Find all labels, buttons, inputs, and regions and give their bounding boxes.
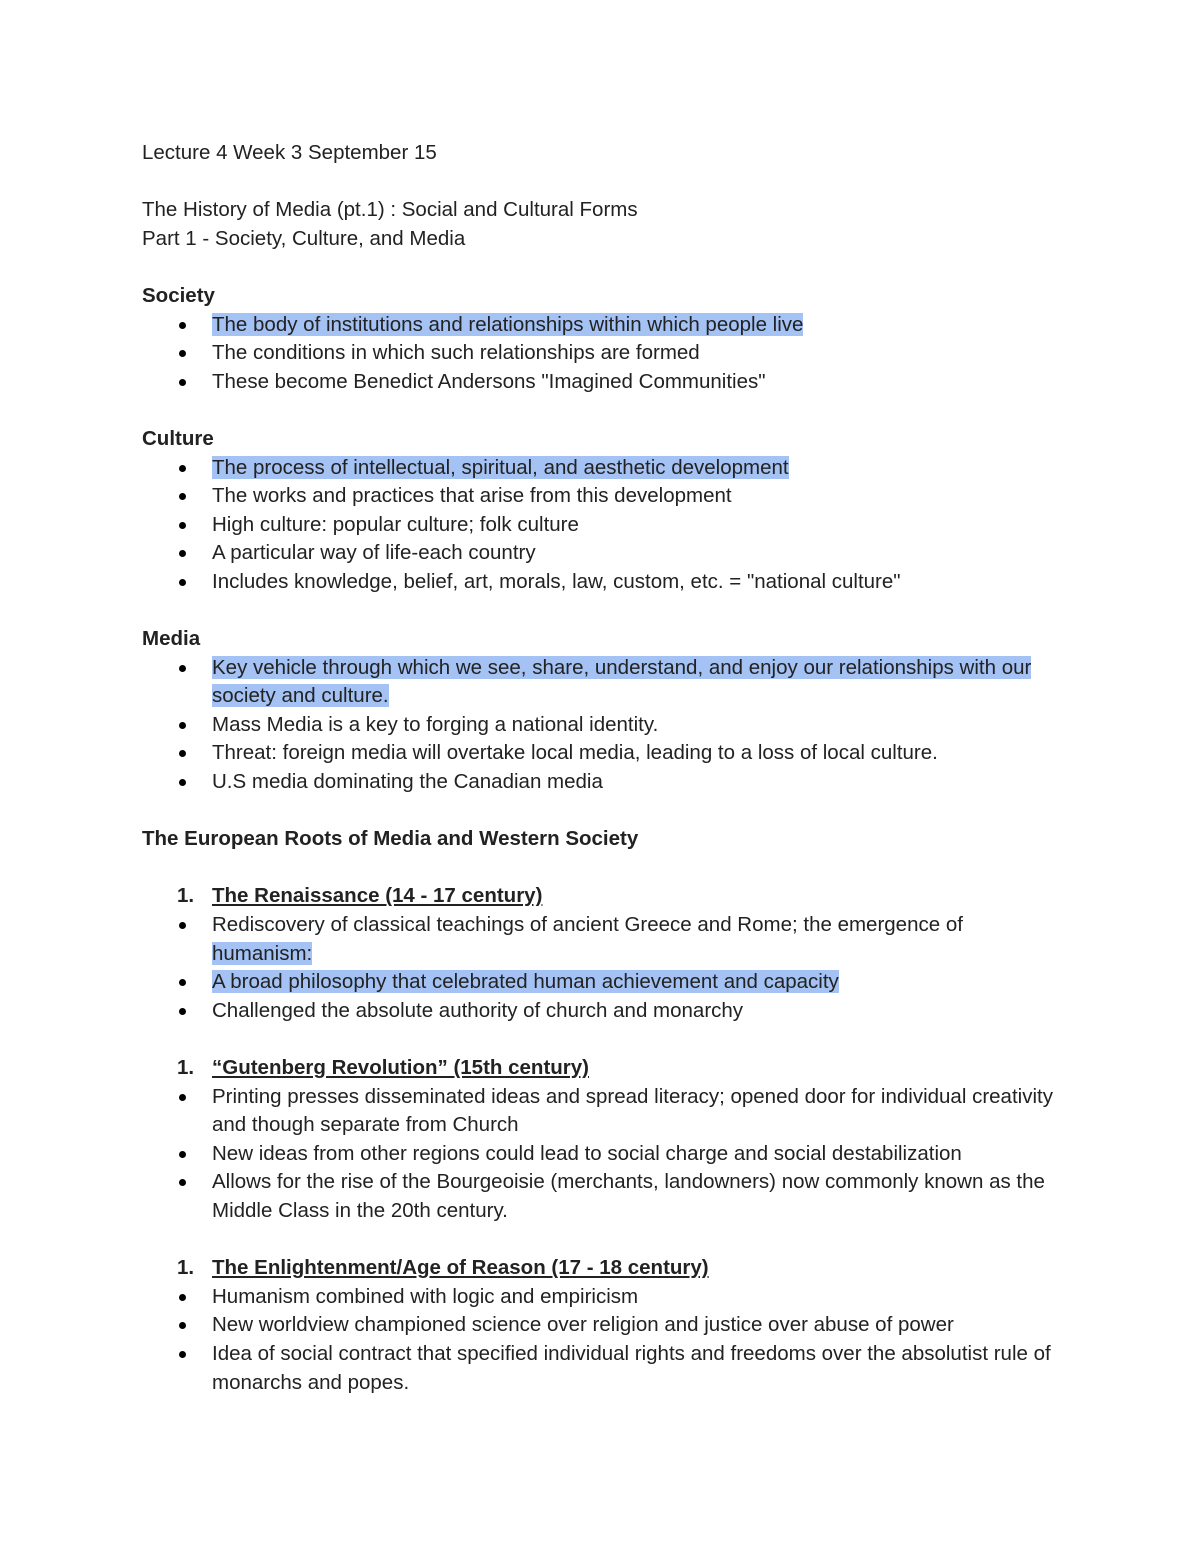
document-body [142,139,1062,1397]
spacer [142,854,1062,883]
list-item: A particular way of life-each country [142,539,1062,568]
media-list [142,654,1062,797]
list-item: The conditions in which such relationships are formed [142,339,1062,368]
spacer [142,1226,1062,1255]
list-item: Allows for the rise of the Bourgeoisie (merchants, landowners) now commonly known as the Middle Class in the 20th century. [142,1168,1062,1225]
gutenberg-list [142,1083,1062,1226]
spacer [142,597,1062,626]
highlighted-text: A broad philosophy that celebrated human achievement and capacity [212,970,839,994]
culture-heading: Culture [142,426,214,450]
list-item [142,654,1062,711]
list-item: New worldview championed science over religion and justice over abuse of power [142,1311,1062,1340]
section-enlightenment [142,1254,1062,1283]
renaissance-list [142,911,1062,1025]
section-gutenberg [142,1054,1062,1083]
list-item: New ideas from other regions could lead to social charge and social destabilization [142,1140,1062,1169]
spacer [142,168,1062,197]
list-item: Idea of social contract that specified individual rights and freedoms over the absolutist rule of monarchs and popes. [142,1340,1062,1397]
media-heading: Media [142,627,201,651]
list-item: These become Benedict Andersons "Imagined Communities" [142,368,1062,397]
highlighted-text: The process of intellectual, spiritual, and aesthetic development [212,455,789,479]
list-item-text: Rediscovery of classical teachings of ancient Greece and Rome; the emergence of [212,913,963,937]
european-roots-heading: The European Roots of Media and Western Society [142,827,639,851]
society-heading: Society [142,283,215,307]
section-title: “Gutenberg Revolution” (15th century) [212,1056,589,1079]
highlighted-text: humanism: [212,941,313,965]
document-title: The History of Media (pt.1) : Social and Cultural Forms [142,198,638,222]
list-item: Mass Media is a key to forging a national identity. [142,711,1062,740]
spacer [142,797,1062,826]
culture-list [142,454,1062,597]
spacer [142,396,1062,425]
list-item: Challenged the absolute authority of church and monarchy [142,997,1062,1026]
list-item: Threat: foreign media will overtake local media, leading to a loss of local culture. [142,739,1062,768]
list-item [142,911,1062,968]
section-title: The Enlightenment/Age of Reason (17 - 18 century) [212,1256,709,1280]
list-item: Printing presses disseminated ideas and spread literacy; opened door for individual creativity and though separate from Church [142,1083,1062,1140]
spacer [142,253,1062,282]
society-list [142,311,1062,397]
part-subtitle: Part 1 - Society, Culture, and Media [142,226,466,250]
list-item [142,968,1062,997]
list-item: Humanism combined with logic and empiricism [142,1283,1062,1312]
highlighted-text: The body of institutions and relationships within which people live [212,312,804,336]
list-item: High culture: popular culture; folk culture [142,511,1062,540]
enlightenment-list [142,1283,1062,1397]
spacer [142,1025,1062,1054]
list-item: U.S media dominating the Canadian media [142,768,1062,797]
section-number: 1. [177,884,195,908]
section-number: 1. [177,1056,195,1079]
highlighted-text: Key vehicle through which we see, share, understand, and enjoy our relationships with our society and culture. [212,655,1032,708]
list-item [142,454,1062,483]
section-number: 1. [177,1256,195,1280]
lecture-line: Lecture 4 Week 3 September 15 [142,141,437,164]
list-item: Includes knowledge, belief, art, morals, law, custom, etc. = "national culture" [142,568,1062,597]
section-title: The Renaissance (14 - 17 century) [212,884,543,908]
list-item [142,311,1062,340]
list-item: The works and practices that arise from this development [142,482,1062,511]
section-renaissance [142,882,1062,911]
